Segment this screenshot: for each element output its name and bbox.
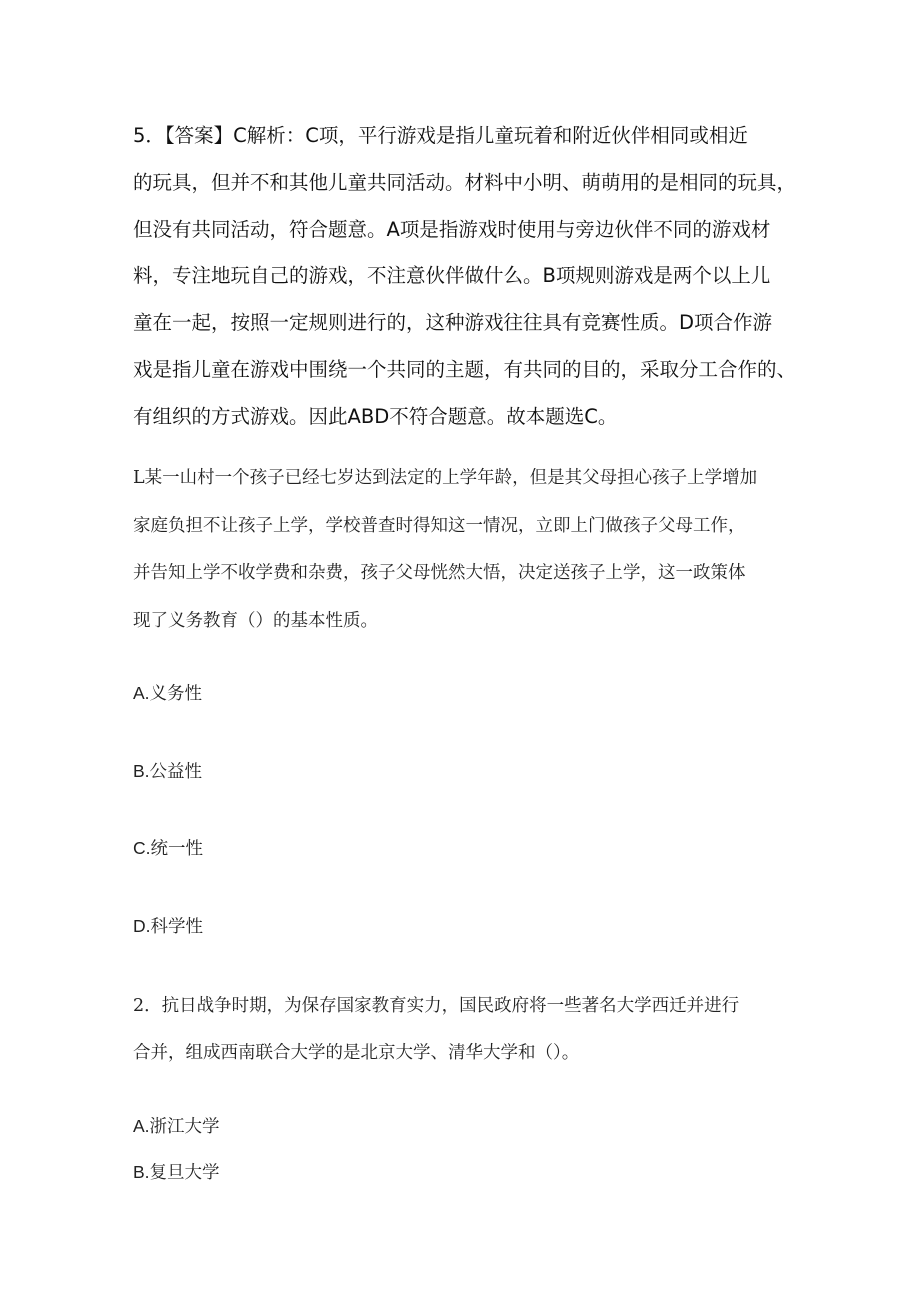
question-line: L某一山村一个孩子已经七岁达到法定的上学年龄，但是其父母担心孩子上学增加 — [133, 468, 758, 488]
option-text: 浙江大学 — [149, 1117, 220, 1137]
option-text: 统一性 — [150, 839, 203, 859]
answer-line: 童在一起，按照一定规则进行的，这种游戏往往具有竞赛性质。D项合作游 — [133, 311, 773, 335]
question-line: 家庭负担不让孩子上学，学校普查时得知这一情况，立即上门做孩子父母工作， — [133, 515, 746, 536]
option-letter: B. — [133, 1162, 150, 1182]
answer-line: 但没有共同活动，符合题意。A项是指游戏时使用与旁边伙伴不同的游戏材 — [133, 217, 771, 241]
option-text: 复旦大学 — [149, 1163, 220, 1183]
question-1-option-a — [133, 681, 202, 706]
option-letter: C. — [133, 838, 151, 858]
question-line: 合并，组成西南联合大学的是北京大学、清华大学和（）。 — [133, 1043, 580, 1063]
question-2-option-a — [133, 1114, 220, 1139]
option-text: 科学性 — [150, 917, 203, 937]
question-1-option-d — [133, 914, 203, 939]
answer-explanation — [133, 113, 813, 441]
option-text: 公益性 — [149, 762, 203, 782]
option-letter: D. — [133, 916, 151, 936]
option-text: 义务性 — [149, 684, 203, 704]
question-line: 并告知上学不收学费和杂费，孩子父母恍然大悟，决定送孩子上学，这一政策体 — [133, 563, 746, 583]
question-1-option-c — [133, 836, 203, 861]
question-line: 2．抗日战争时期，为保存国家教育实力，国民政府将一些著名大学西迁并进行 — [133, 996, 740, 1016]
answer-line: 5．【答案】C解析：C项，平行游戏是指儿童玩着和附近伙伴相同或相近 — [133, 124, 748, 147]
option-letter: A. — [133, 683, 150, 703]
answer-line: 有组织的方式游戏。因此ABD不符合题意。故本题选C。 — [133, 404, 618, 428]
answer-line: 的玩具，但并不和其他儿童共同活动。材料中小明、萌萌用的是相同的玩具， — [133, 170, 797, 194]
question-1-stem — [133, 455, 813, 645]
answer-line: 戏是指儿童在游戏中围绕一个共同的主题，有共同的目的，采取分工合作的、 — [133, 357, 797, 381]
question-1-option-b — [133, 759, 202, 784]
question-2-stem — [133, 983, 813, 1077]
option-letter: A. — [133, 1116, 150, 1136]
question-2-option-b — [133, 1160, 220, 1185]
answer-line: 料，专注地玩自己的游戏，不注意伙伴做什么。B项规则游戏是两个以上儿 — [133, 264, 771, 288]
option-letter: B. — [133, 761, 150, 781]
question-line: 现了义务教育（）的基本性质。 — [133, 610, 378, 631]
